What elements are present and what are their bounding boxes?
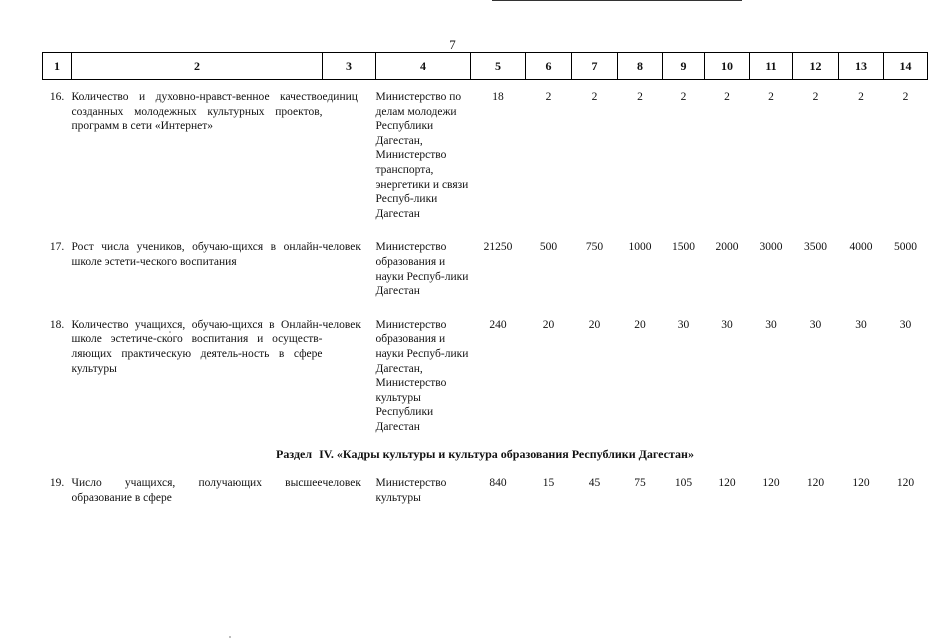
value-year: 30 [677, 318, 690, 331]
unit-of-measure: единиц [322, 91, 358, 103]
scan-edge-line [492, 0, 742, 1]
table-row [43, 318, 928, 435]
row-number: 19. [49, 477, 65, 490]
value-year: 20 [588, 318, 601, 331]
value-year: 2 [545, 91, 552, 103]
section-label: Раздел [276, 447, 313, 462]
responsible-ministry: Министерство образования и науки Респуб-лики Дагестан [375, 241, 469, 298]
value-year: 2 [591, 91, 598, 103]
section-title: IV. «Кадры культуры и культура образования Республики Дагестан» [319, 447, 694, 462]
value-year: 105 [674, 477, 693, 490]
value-year: 500 [539, 241, 558, 254]
column-header-9: 9 [663, 53, 705, 80]
value-year: 120 [806, 477, 825, 490]
value-year: 2 [637, 91, 643, 103]
value-total: 21250 [483, 241, 513, 254]
section-heading [43, 434, 928, 476]
unit-of-measure: человек [322, 318, 361, 331]
value-year: 45 [588, 477, 601, 490]
value-year: 2 [812, 91, 819, 103]
value-year: 120 [896, 477, 915, 490]
responsible-ministry: Министерство по делам молодежи Республики Дагестан, Министерство транспорта, энергетики и связи Респуб-лики Дагестан [375, 91, 469, 220]
table-row [43, 476, 928, 505]
value-year: 30 [765, 318, 777, 331]
section-heading-row [43, 434, 928, 476]
indicators-table [42, 52, 928, 505]
value-year: 75 [634, 477, 646, 490]
scan-speck [169, 331, 171, 333]
value-year: 120 [852, 477, 870, 490]
value-year: 20 [634, 318, 646, 331]
value-year: 2 [858, 91, 864, 103]
value-year: 4000 [849, 241, 873, 254]
indicator-description: Количество и духовно-нравст-венное качество созданных молодежных культурных проектов, программ в сети «Интернет» [71, 91, 323, 133]
column-header-14: 14 [884, 53, 928, 80]
value-year: 30 [855, 318, 867, 331]
column-header-11: 11 [750, 53, 793, 80]
value-year: 2 [768, 91, 774, 103]
value-year: 2 [724, 91, 730, 103]
value-year: 15 [542, 477, 555, 490]
responsible-ministry: Министерство образования и науки Респуб-лики Дагестан, Министерство культуры Республики Дагестан [375, 318, 469, 433]
value-year: 120 [718, 477, 736, 490]
row-number: 18. [49, 318, 65, 331]
column-header-3: 3 [323, 53, 376, 80]
value-year: 30 [721, 318, 733, 331]
value-total: 18 [492, 91, 504, 103]
indicator-description: Количество учащихся, обучаю-щихся в Онлайн-школе эстетиче-ского воспитания и осуществ-ляющих практическую деятель-ность в сфере культуры [71, 318, 323, 375]
value-year: 30 [809, 318, 822, 331]
column-header-10: 10 [705, 53, 750, 80]
value-year: 2 [902, 91, 909, 103]
value-year: 2 [680, 91, 687, 103]
column-number-row [43, 53, 928, 80]
scan-speck [229, 636, 231, 638]
column-header-6: 6 [526, 53, 572, 80]
indicator-description: Рост числа учеников, обучаю-щихся в онлайн-школе эстети-ческого воспитания [71, 241, 323, 268]
column-header-1: 1 [43, 53, 72, 80]
value-year: 120 [762, 477, 780, 490]
value-year: 3500 [804, 241, 827, 254]
column-header-8: 8 [618, 53, 663, 80]
unit-of-measure: человек [322, 477, 361, 490]
value-total: 240 [489, 318, 507, 331]
value-year: 1500 [672, 241, 695, 254]
value-year: 20 [542, 318, 555, 331]
value-total: 840 [489, 477, 507, 490]
value-year: 750 [585, 241, 604, 254]
table-row [43, 90, 928, 221]
row-number: 16. [49, 91, 65, 103]
row-number: 17. [49, 241, 65, 254]
value-year: 5000 [894, 241, 917, 254]
column-header-2: 2 [72, 53, 323, 80]
indicator-description: Число учащихся, получающих высшее образование в сфере [71, 477, 323, 504]
unit-of-measure: человек [322, 241, 361, 254]
column-header-4: 4 [376, 53, 471, 80]
page-number: 7 [449, 37, 456, 52]
value-year: 30 [899, 318, 912, 331]
column-header-5: 5 [471, 53, 526, 80]
table-row [43, 240, 928, 298]
column-header-13: 13 [839, 53, 884, 80]
value-year: 2000 [715, 241, 739, 254]
value-year: 1000 [628, 241, 652, 254]
responsible-ministry: Министерство культуры [375, 477, 447, 504]
column-header-7: 7 [572, 53, 618, 80]
column-header-12: 12 [793, 53, 839, 80]
value-year: 3000 [759, 241, 783, 254]
